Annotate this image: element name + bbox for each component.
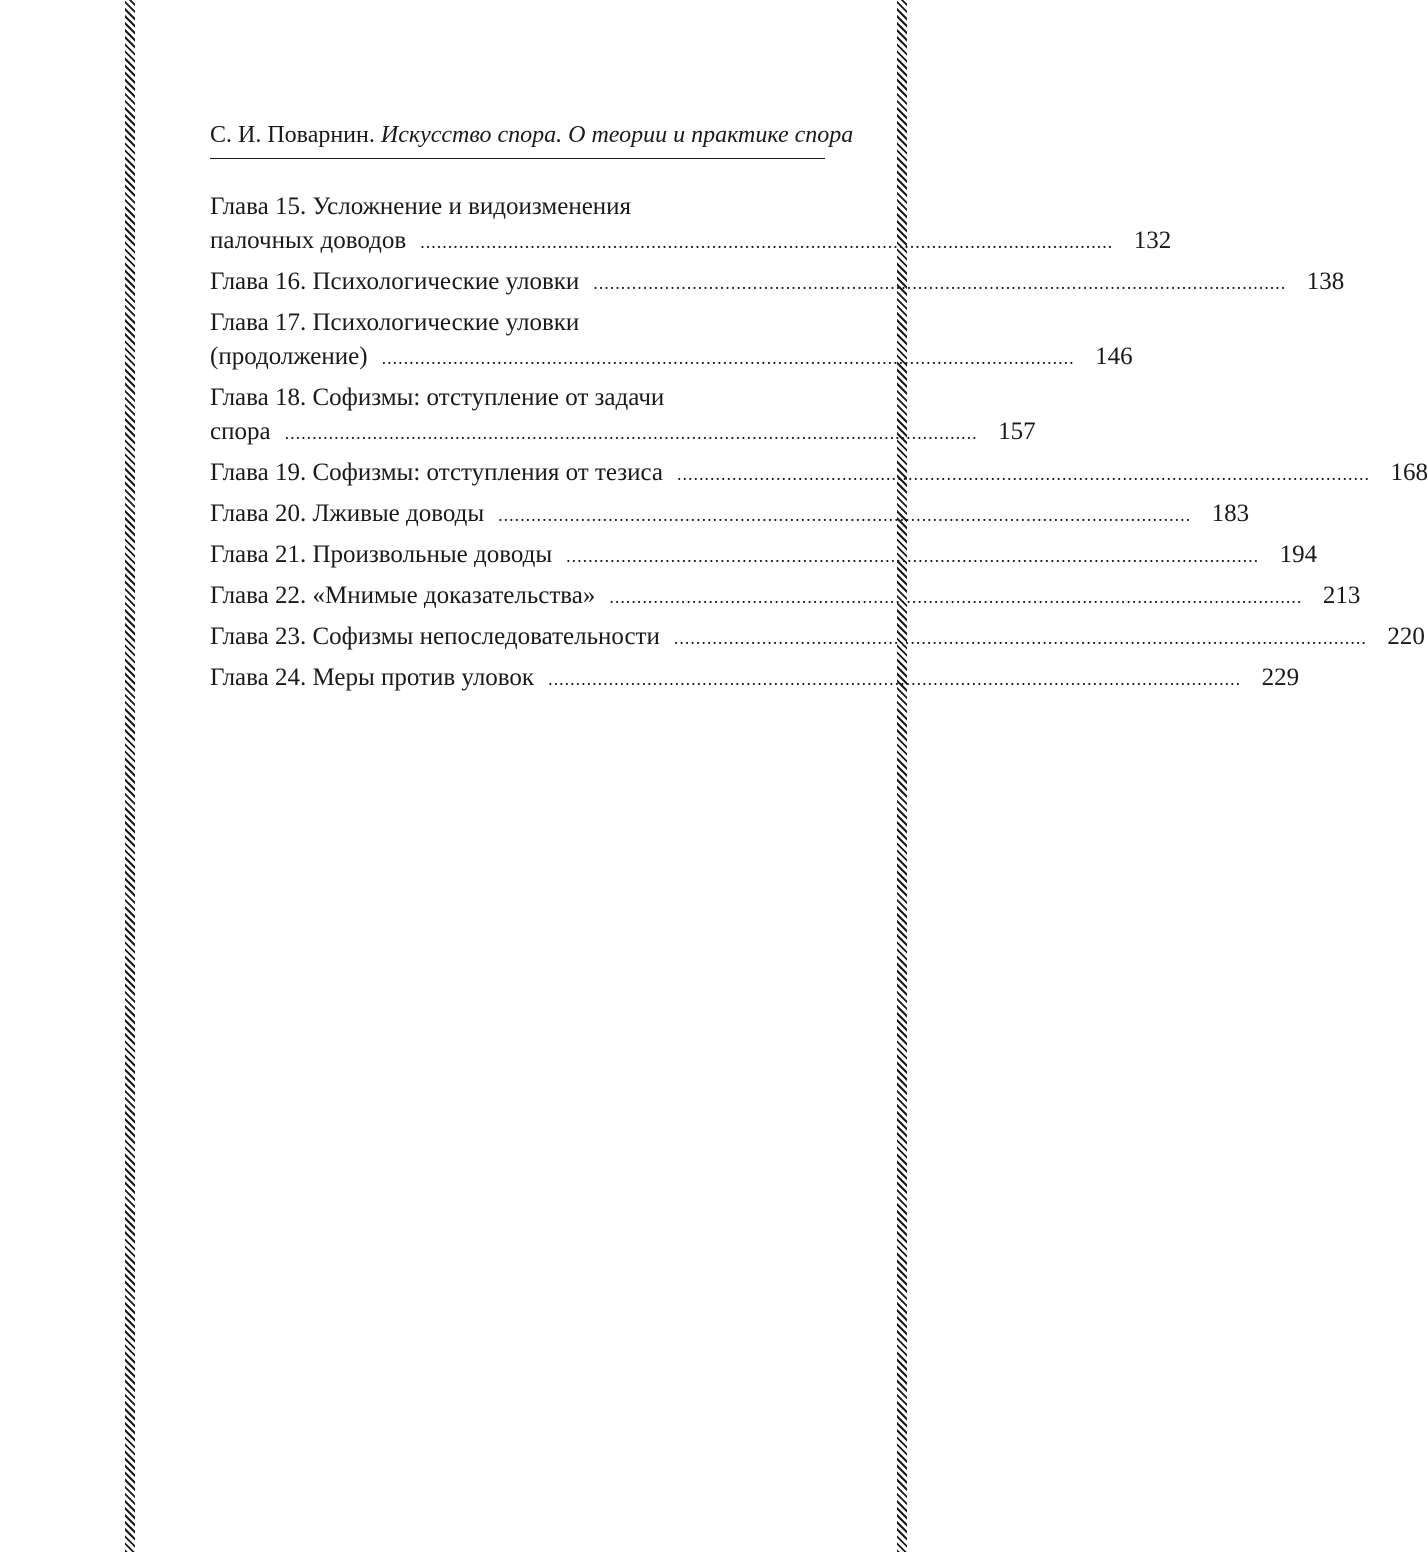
toc-entry-chapter-20[interactable]: [210, 497, 1250, 532]
dot-leader: ..............................................................................................................................: [420, 232, 1114, 252]
toc-entry-title-continued: спора: [210, 418, 271, 445]
toc-entry-chapter-16[interactable]: [210, 265, 1345, 300]
toc-entry-chapter-24[interactable]: [210, 661, 1300, 696]
toc-page-number: 168: [1390, 459, 1428, 486]
dot-leader: ..............................................................................................................................: [284, 423, 978, 443]
dot-leader: ..............................................................................................................................: [381, 348, 1075, 368]
toc-entry-chapter-23[interactable]: [210, 620, 1425, 655]
toc-page-number: 194: [1279, 541, 1318, 568]
toc-entry-title: Глава 15. Усложнение и видоизменения: [210, 193, 632, 220]
toc-page-number: 157: [998, 418, 1036, 445]
toc-page-number: 220: [1387, 623, 1425, 650]
toc-entry-chapter-22[interactable]: [210, 579, 1361, 614]
dot-leader: ..............................................................................................................................: [677, 464, 1371, 484]
dot-leader: ..............................................................................................................................: [673, 628, 1367, 648]
toc-entry-title: Глава 22. «Мнимые доказательства»: [210, 582, 596, 609]
running-head: [210, 118, 854, 159]
toc-entry-title: Глава 23. Софизмы непоследовательности: [210, 623, 660, 650]
toc-entry-chapter-21[interactable]: [210, 538, 1318, 573]
toc-entry-title: Глава 16. Психологические уловки: [210, 268, 580, 295]
toc-page-number: 183: [1211, 500, 1250, 527]
running-head-author: С. И. Поварнин.: [210, 122, 375, 148]
toc-entry-title: Глава 24. Меры против уловок: [210, 664, 535, 691]
toc-entry-chapter-17[interactable]: [210, 306, 1133, 375]
toc-page-number: 213: [1322, 582, 1361, 609]
toc-entry-title-continued: палочных доводов: [210, 227, 407, 254]
toc-page-number: 146: [1095, 343, 1133, 370]
dot-leader: ..............................................................................................................................: [593, 273, 1287, 293]
toc-entry-title: Глава 19. Софизмы: отступления от тезиса: [210, 459, 664, 486]
dot-leader: ..............................................................................................................................: [566, 546, 1260, 566]
toc-page-number: 138: [1306, 268, 1345, 295]
toc-page-number: 229: [1261, 664, 1300, 691]
toc-entry-title-continued: (продолжение): [210, 343, 368, 370]
left-decorative-border: [125, 0, 135, 1552]
dot-leader: ..............................................................................................................................: [609, 587, 1303, 607]
running-head-title: Искусство спора. О теории и практике спора: [380, 122, 854, 148]
toc-entry-title: Глава 21. Произвольные доводы: [210, 541, 553, 568]
toc-entry-title: Глава 17. Психологические уловки: [210, 309, 580, 336]
dot-leader: ..............................................................................................................................: [548, 669, 1242, 689]
dot-leader: ..............................................................................................................................: [498, 505, 1192, 525]
toc-entry-title: Глава 18. Софизмы: отступление от задачи: [210, 384, 665, 411]
toc-page-number: 132: [1133, 227, 1172, 254]
toc-entry-chapter-15[interactable]: [210, 190, 1172, 259]
toc-entry-title: Глава 20. Лживые доводы: [210, 500, 485, 527]
table-of-contents: [210, 190, 1428, 702]
toc-entry-chapter-18[interactable]: [210, 381, 1036, 450]
toc-entry-chapter-19[interactable]: [210, 456, 1428, 491]
